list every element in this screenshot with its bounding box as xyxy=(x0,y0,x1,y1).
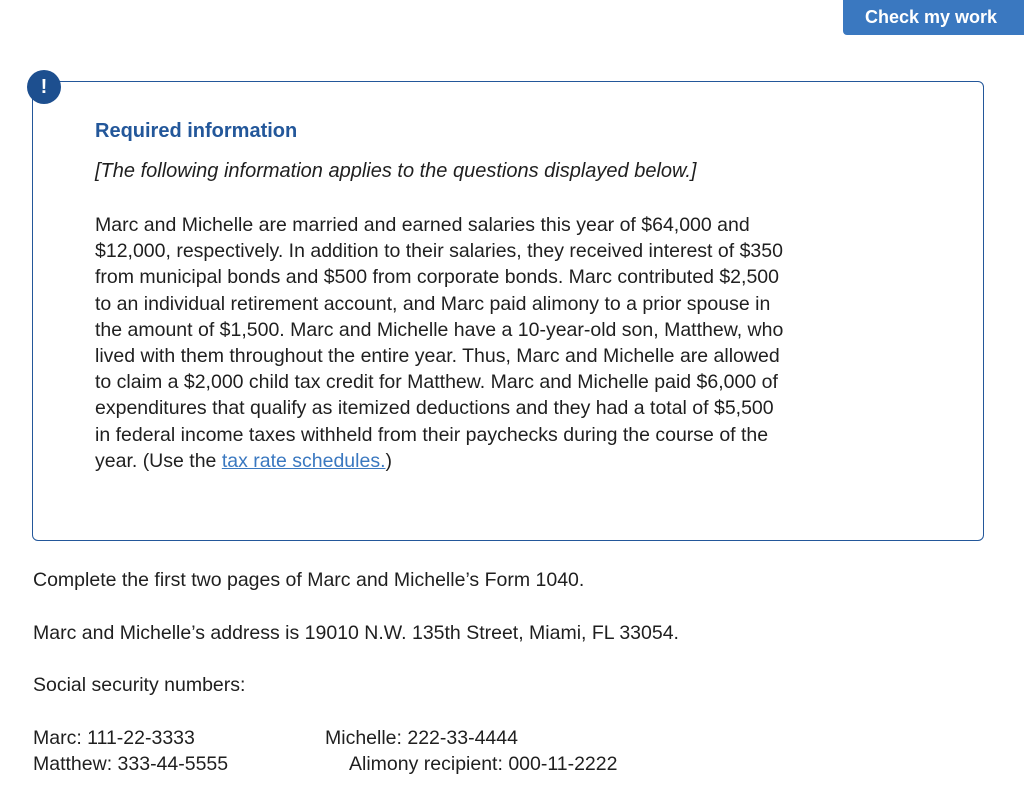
required-information-title: Required information xyxy=(95,120,298,142)
scenario-line: lived with them throughout the entire year. Thus, Marc and Michelle are allowed xyxy=(95,345,780,368)
scenario-last-line-prefix: year. (Use the xyxy=(95,449,222,472)
ssn-marc: Marc: 111-22-3333 xyxy=(33,727,195,749)
scenario-text xyxy=(95,212,935,474)
scenario-line: Marc and Michelle are married and earned salaries this year of $64,000 and xyxy=(95,214,750,236)
scenario-line: to an individual retirement account, and Marc paid alimony to a prior spouse in xyxy=(95,292,771,315)
ssn-michelle: Michelle: 222-33-4444 xyxy=(325,727,518,749)
tax-rate-schedules-link[interactable]: tax rate schedules. xyxy=(221,449,386,472)
scenario-line: $12,000, respectively. In addition to their salaries, they received interest of $350 xyxy=(95,240,783,263)
scenario-last-line xyxy=(95,448,935,474)
scenario-line: in federal income taxes withheld from their paychecks during the course of the xyxy=(95,423,769,446)
scenario-last-line-suffix: ) xyxy=(385,449,392,472)
instruction-text: Complete the first two pages of Marc and Michelle’s Form 1040. xyxy=(33,569,585,591)
scenario-line: expenditures that qualify as itemized deductions and they had a total of $5,500 xyxy=(95,397,774,420)
scenario-line: the amount of $1,500. Marc and Michelle have a 10-year-old son, Matthew, who xyxy=(95,318,784,341)
scenario-line: to claim a $2,000 child tax credit for Matthew. Marc and Michelle paid $6,000 of xyxy=(95,371,778,394)
ssn-heading: Social security numbers: xyxy=(33,674,246,696)
address-text: Marc and Michelle’s address is 19010 N.W. 135th Street, Miami, FL 33054. xyxy=(33,622,679,644)
check-my-work-button[interactable]: Check my work xyxy=(843,0,1024,35)
ssn-matthew: Matthew: 333-44-5555 xyxy=(33,753,229,775)
ssn-alimony-recipient: Alimony recipient: 000-11-2222 xyxy=(349,753,618,775)
scenario-line: from municipal bonds and $500 from corporate bonds. Marc contributed $2,500 xyxy=(95,266,779,289)
alert-icon: ! xyxy=(27,70,61,104)
required-information-subtitle: [The following information applies to the questions displayed below.] xyxy=(95,160,697,182)
